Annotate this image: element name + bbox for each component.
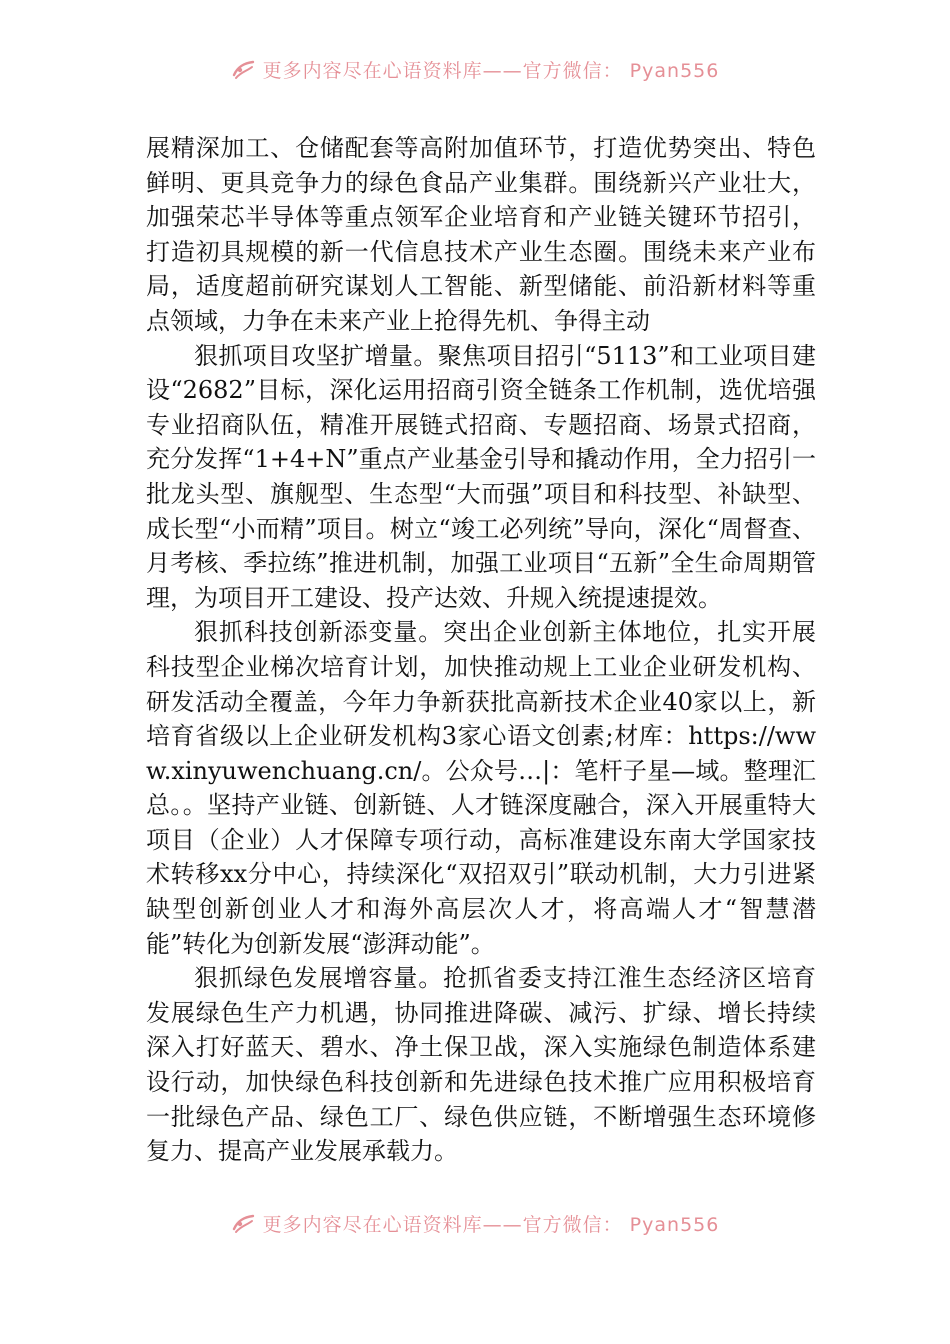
header-watermark-text: 更多内容尽在心语资料库——官方微信： Pyan556 (262, 59, 720, 82)
document-body (146, 131, 816, 1169)
header-watermark (0, 52, 950, 86)
footer-watermark-text: 更多内容尽在心语资料库——官方微信： Pyan556 (262, 1213, 720, 1236)
paragraph-4 (146, 961, 816, 1169)
paragraph-1 (146, 131, 816, 339)
pen-swirl-icon (231, 58, 257, 80)
pen-swirl-icon (231, 1212, 257, 1234)
paragraph-2-text: 狠抓项目攻坚扩增量。聚焦项目招引“5113”和工业项目建设“2682”目标，深化运用招商引资全链条工作机制，选优培强专业招商队伍，精准开展链式招商、专题招商、场景式招商，充分发挥“1+4+N”重点产业基金引导和撬动作用，全力招引一批龙头型、旗舰型、生态型“大而强”项目和科技型、补缺型、成长型“小而精”项目。树立“竣工必列统”导向，深化“周督查、月考核、季拉练”推进机制，加强工业项目“五新”全生命周期管理，为项目开工建设、投产达效、升规入统提速提效。 (146, 341, 816, 612)
paragraph-3-url: https://www.xinyuwenchuang.cn/ (146, 722, 816, 785)
paragraph-1-text: 展精深加工、仓储配套等高附加值环节，打造优势突出、特色鲜明、更具竞争力的绿色食品产业集群。围绕新兴产业壮大，加强荣芯半导体等重点领军企业培育和产业链关键环节招引，打造初具规模的新一代信息技术产业生态圈。围绕未来产业布局，适度超前研究谋划人工智能、新型储能、前沿新材料等重点领域，力争在未来产业上抢得先机、争得主动 (146, 134, 816, 335)
paragraph-3-text: 狠抓科技创新添变量。突出企业创新主体地位，扎实开展科技型企业梯次培育计划，加快推动规上工业企业研发机构、研发活动全覆盖，今年力争新获批高新技术企业40家以上，新培育省级以上企业研发机构3家心语文创素;材库： (146, 618, 816, 751)
paragraph-2 (146, 339, 816, 616)
paragraph-3-tail: 。公众号…|：笔杆子星—域。整理汇总。。坚持产业链、创新链、人才链深度融合，深入开展重特大项目（企业）人才保障专项行动，高标准建设东南大学国家技术转移xx分中心，持续深化“双招双引”联动机制，大力引进紧缺型创新创业人才和海外高层次人才，将高端人才“智慧潜能”转化为创新发展“澎湃动能”。 (146, 756, 816, 958)
footer-watermark (0, 1206, 950, 1240)
paragraph-3 (146, 615, 816, 961)
paragraph-4-text: 狠抓绿色发展增容量。抢抓省委支持江淮生态经济区培育发展绿色生产力机遇，协同推进降碳、减污、扩绿、增长持续深入打好蓝天、碧水、净土保卫战，深入实施绿色制造体系建设行动，加快绿色科技创新和先进绿色技术推广应用积极培育一批绿色产品、绿色工厂、绿色供应链，不断增强生态环境修复力、提高产业发展承载力。 (146, 964, 816, 1166)
